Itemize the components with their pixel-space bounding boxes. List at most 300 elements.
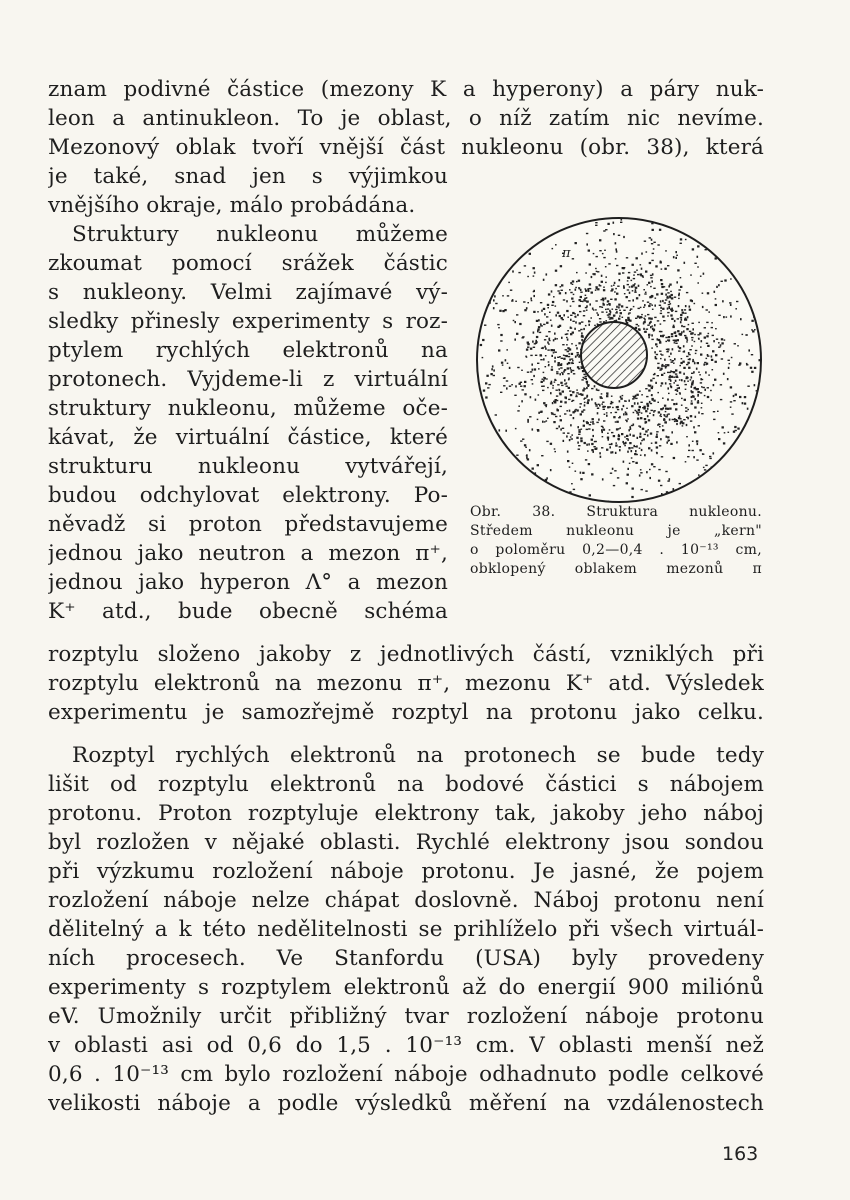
cloud-dot (685, 378, 687, 379)
cloud-dot (669, 375, 671, 376)
cloud-dot (546, 316, 548, 317)
cloud-dot (537, 311, 539, 312)
cloud-dot (660, 414, 662, 415)
cloud-dot (711, 355, 713, 357)
cloud-dot (583, 420, 585, 422)
cloud-dot (602, 406, 604, 408)
cloud-dot (595, 286, 597, 287)
cloud-dot (551, 325, 553, 327)
cloud-dot (581, 411, 583, 413)
cloud-dot (682, 361, 684, 363)
cloud-dot (509, 367, 511, 369)
cloud-dot (524, 381, 526, 383)
cloud-dot (750, 367, 752, 369)
cloud-dot (573, 373, 575, 374)
text-line: je také, snad jen s výjimkou (48, 164, 448, 189)
cloud-dot (545, 366, 547, 367)
cloud-dot (696, 368, 698, 370)
cloud-dot (607, 437, 609, 439)
cloud-dot (530, 355, 532, 356)
cloud-dot (617, 286, 619, 287)
cloud-dot (714, 291, 716, 293)
cloud-dot (698, 474, 700, 475)
cloud-dot (641, 268, 643, 270)
cloud-dot (530, 298, 532, 300)
cloud-dot (611, 285, 613, 286)
cloud-dot (598, 419, 600, 421)
cloud-dot (683, 373, 685, 375)
cloud-dot (618, 428, 620, 429)
cloud-dot (547, 341, 549, 343)
cloud-dot (615, 258, 617, 259)
cloud-dot (654, 317, 656, 318)
cloud-dot (587, 450, 589, 451)
cloud-dot (562, 391, 564, 393)
cloud-dot (608, 303, 610, 305)
cloud-dot (652, 273, 654, 275)
cloud-dot (560, 401, 562, 403)
cloud-dot (650, 296, 652, 298)
cloud-dot (557, 364, 559, 366)
cloud-dot (635, 450, 637, 452)
cloud-dot (655, 265, 657, 267)
cloud-dot (597, 412, 599, 414)
cloud-dot (484, 325, 486, 326)
cloud-dot (549, 312, 551, 313)
cloud-dot (501, 362, 503, 364)
cloud-dot (626, 257, 628, 258)
cloud-dot (527, 343, 529, 345)
cloud-dot (634, 402, 636, 403)
cloud-dot (661, 493, 663, 495)
cloud-dot (701, 413, 703, 414)
cloud-dot (625, 319, 627, 321)
cloud-dot (546, 322, 548, 324)
cloud-dot (628, 272, 630, 273)
cloud-dot (602, 307, 604, 308)
cloud-dot (671, 297, 673, 299)
cloud-dot (643, 318, 645, 319)
cloud-dot (617, 406, 619, 408)
cloud-dot (709, 458, 711, 459)
cloud-dot (654, 305, 656, 307)
cloud-dot (603, 304, 605, 306)
cloud-dot (593, 446, 595, 447)
cloud-dot (499, 429, 501, 431)
cloud-dot (702, 306, 704, 308)
cloud-dot (640, 426, 642, 428)
cloud-dot (671, 362, 673, 363)
cloud-dot (656, 434, 658, 436)
cloud-dot (605, 276, 607, 277)
cloud-dot (697, 394, 699, 395)
cloud-dot (670, 303, 672, 304)
cloud-dot (544, 346, 546, 348)
cloud-dot (554, 357, 556, 359)
cloud-dot (730, 401, 732, 402)
cloud-dot (572, 463, 574, 464)
cloud-dot (661, 283, 663, 285)
cloud-dot (591, 388, 593, 389)
text-line: 0,6 . 10⁻¹³ cm bylo rozložení náboje odhadnuto podle celkové (48, 1062, 764, 1087)
cloud-dot (665, 408, 667, 410)
cloud-dot (638, 285, 640, 287)
cloud-dot (563, 432, 565, 433)
cloud-dot (651, 339, 653, 340)
cloud-dot (652, 378, 654, 379)
cloud-dot (668, 440, 670, 441)
cloud-dot (713, 340, 715, 342)
cloud-dot (578, 330, 580, 331)
cloud-dot (531, 364, 533, 366)
cloud-dot (584, 442, 586, 444)
text-line: při výzkumu rozložení náboje protonu. Je jasné, že pojem (48, 859, 764, 884)
cloud-dot (675, 257, 677, 259)
cloud-dot (627, 451, 629, 453)
cloud-dot (561, 358, 563, 359)
cloud-dot (697, 256, 699, 258)
cloud-dot (707, 387, 709, 388)
cloud-dot (603, 287, 605, 288)
cloud-dot (552, 385, 554, 386)
cloud-dot (589, 283, 591, 285)
cloud-dot (517, 367, 519, 368)
cloud-dot (653, 414, 655, 416)
cloud-dot (551, 290, 553, 292)
cloud-dot (625, 420, 627, 421)
text-line: protonu. Proton rozptyluje elektrony tak, jakoby jeho náboj (48, 801, 764, 826)
cloud-dot (535, 355, 537, 356)
cloud-dot (568, 387, 570, 389)
cloud-dot (610, 412, 612, 413)
cloud-dot (657, 338, 659, 340)
cloud-dot (660, 368, 662, 370)
cloud-dot (655, 442, 657, 444)
cloud-dot (626, 482, 628, 484)
cloud-dot (605, 229, 607, 230)
cloud-dot (642, 275, 644, 277)
cloud-dot (570, 369, 572, 370)
text-line: velikosti náboje a podle výsledků měření na vzdálenostech (48, 1091, 764, 1116)
cloud-dot (681, 325, 683, 327)
cloud-dot (582, 389, 584, 391)
cloud-dot (686, 319, 688, 321)
cloud-dot (556, 373, 558, 374)
cloud-dot (633, 306, 635, 307)
cloud-dot (500, 392, 502, 393)
cloud-dot (520, 386, 522, 387)
cloud-dot (583, 388, 585, 389)
cloud-dot (583, 299, 585, 301)
cloud-dot (678, 289, 680, 290)
cloud-dot (646, 396, 648, 397)
cloud-dot (533, 295, 535, 297)
cloud-dot (624, 445, 626, 446)
cloud-dot (527, 302, 529, 303)
cloud-dot (557, 357, 559, 358)
cloud-dot (660, 279, 662, 281)
cloud-dot (599, 239, 601, 241)
cloud-dot (640, 472, 642, 473)
cloud-dot (686, 292, 688, 293)
cloud-dot (664, 268, 666, 270)
cloud-dot (730, 315, 732, 317)
cloud-dot (535, 343, 537, 344)
cloud-dot (660, 323, 662, 324)
cloud-dot (650, 403, 652, 404)
cloud-dot (627, 277, 629, 279)
cloud-dot (604, 414, 606, 415)
cloud-dot (649, 385, 651, 387)
cloud-dot (570, 333, 572, 335)
cloud-dot (703, 364, 705, 366)
cloud-dot (493, 369, 495, 371)
cloud-dot (633, 274, 635, 275)
cloud-dot (644, 454, 646, 456)
cloud-dot (676, 385, 678, 386)
cloud-dot (688, 324, 690, 325)
cloud-dot (577, 442, 579, 444)
cloud-dot (678, 305, 680, 307)
cloud-dot (680, 314, 682, 316)
cloud-dot (578, 280, 580, 282)
cloud-dot (491, 368, 493, 370)
cloud-dot (726, 316, 728, 317)
cloud-dot (578, 445, 580, 446)
cloud-dot (689, 349, 691, 350)
cloud-dot (677, 330, 679, 332)
cloud-dot (676, 281, 678, 283)
cloud-dot (715, 257, 717, 259)
cloud-dot (704, 395, 706, 396)
cloud-dot (694, 341, 696, 342)
cloud-dot (698, 322, 700, 323)
cloud-dot (708, 311, 710, 312)
cloud-dot (592, 451, 594, 453)
cloud-dot (680, 317, 682, 318)
cloud-dot (554, 379, 556, 381)
cloud-dot (669, 383, 671, 384)
cloud-dot (483, 390, 485, 392)
cloud-dot (675, 390, 677, 391)
cloud-dot (668, 336, 670, 338)
cloud-dot (616, 265, 618, 266)
cloud-dot (621, 218, 623, 220)
cloud-dot (591, 292, 593, 294)
cloud-dot (656, 354, 658, 355)
cloud-dot (553, 401, 555, 402)
cloud-dot (655, 298, 657, 299)
cloud-dot (667, 372, 669, 373)
cloud-dot (677, 318, 679, 319)
cloud-dot (667, 480, 669, 481)
cloud-dot (685, 239, 687, 240)
cloud-dot (600, 456, 602, 458)
cloud-dot (658, 411, 660, 413)
cloud-dot (684, 380, 686, 382)
cloud-dot (658, 424, 660, 425)
cloud-dot (647, 325, 649, 326)
cloud-dot (580, 403, 582, 404)
cloud-dot (587, 399, 589, 401)
cloud-dot (493, 375, 495, 376)
cloud-dot (671, 371, 673, 372)
cloud-dot (645, 388, 647, 389)
cloud-dot (680, 286, 682, 288)
cloud-dot (583, 328, 585, 330)
cloud-dot (672, 419, 674, 420)
cloud-dot (486, 375, 488, 377)
cloud-dot (592, 423, 594, 424)
cloud-dot (644, 293, 646, 294)
cloud-dot (694, 398, 696, 400)
cloud-dot (571, 371, 573, 373)
cloud-dot (642, 428, 644, 430)
cloud-dot (676, 403, 678, 405)
cloud-dot (716, 286, 718, 288)
text-line: dělitelný a k této nedělitelnosti se prihlíželo při všech virtuál- (48, 917, 764, 942)
cloud-dot (619, 446, 621, 447)
cloud-dot (662, 429, 664, 431)
cloud-dot (576, 389, 578, 390)
cloud-dot (560, 286, 562, 287)
cloud-dot (575, 289, 577, 291)
cloud-dot (530, 348, 532, 350)
cloud-dot (575, 396, 577, 397)
cloud-dot (556, 395, 558, 396)
cloud-dot (661, 382, 663, 384)
cloud-dot (584, 402, 586, 403)
cloud-dot (592, 308, 594, 310)
cloud-dot (568, 399, 570, 400)
cloud-dot (692, 380, 694, 381)
cloud-dot (751, 329, 753, 330)
cloud-dot (654, 373, 656, 375)
cloud-dot (566, 386, 568, 387)
cloud-dot (615, 421, 617, 422)
cloud-dot (574, 313, 576, 314)
cloud-dot (554, 451, 556, 452)
cloud-dot (606, 312, 608, 313)
cloud-dot (643, 438, 645, 440)
cloud-dot (664, 405, 666, 407)
cloud-dot (640, 442, 642, 444)
cloud-dot (675, 331, 677, 333)
cloud-dot (687, 456, 689, 457)
cloud-dot (695, 350, 697, 351)
cloud-dot (689, 331, 691, 332)
cloud-dot (660, 313, 662, 314)
cloud-dot (679, 393, 681, 395)
cloud-dot (651, 387, 653, 389)
cloud-dot (683, 345, 685, 347)
cloud-dot (707, 345, 709, 347)
cloud-dot (557, 400, 559, 401)
cloud-dot (683, 419, 685, 420)
cloud-dot (655, 382, 657, 384)
cloud-dot (711, 322, 713, 323)
text-line: zkoumat pomocí srážek částic (48, 251, 448, 276)
cloud-dot (613, 485, 615, 486)
cloud-dot (580, 296, 582, 298)
cloud-dot (629, 286, 631, 287)
cloud-dot (591, 276, 593, 278)
cloud-dot (541, 455, 543, 456)
cloud-dot (571, 401, 573, 402)
cloud-dot (542, 379, 544, 380)
cloud-dot (527, 372, 529, 373)
cloud-dot (601, 447, 603, 448)
text-line: lišit od rozptylu elektronů na bodové částici s nábojem (48, 772, 764, 797)
cloud-dot (736, 301, 738, 302)
cloud-dot (609, 444, 611, 445)
cloud-dot (525, 447, 527, 448)
cloud-dot (499, 310, 501, 312)
figure-caption-line: obklopený oblakem mezonů π (470, 561, 762, 577)
cloud-dot (538, 412, 540, 414)
cloud-dot (560, 406, 562, 407)
cloud-dot (668, 339, 670, 341)
cloud-dot (700, 346, 702, 347)
cloud-dot (680, 422, 682, 424)
cloud-dot (532, 468, 534, 470)
cloud-dot (673, 256, 675, 258)
cloud-dot (724, 339, 726, 340)
cloud-dot (564, 369, 566, 371)
cloud-dot (599, 321, 601, 322)
cloud-dot (686, 328, 688, 330)
cloud-dot (667, 364, 669, 366)
cloud-dot (651, 239, 653, 241)
cloud-dot (683, 326, 685, 327)
cloud-dot (608, 263, 610, 264)
cloud-dot (680, 277, 682, 278)
cloud-dot (616, 421, 618, 423)
cloud-dot (659, 426, 661, 427)
cloud-dot (669, 372, 671, 373)
cloud-dot (645, 422, 647, 424)
cloud-dot (597, 288, 599, 290)
cloud-dot (493, 299, 495, 301)
cloud-dot (671, 386, 673, 388)
cloud-dot (498, 349, 500, 351)
cloud-dot (492, 365, 494, 367)
cloud-dot (636, 257, 638, 259)
cloud-dot (526, 307, 528, 309)
cloud-dot (526, 349, 528, 351)
cloud-dot (595, 290, 597, 291)
cloud-dot (647, 415, 649, 417)
cloud-dot (540, 359, 542, 360)
cloud-dot (705, 371, 707, 373)
cloud-dot (658, 480, 660, 482)
cloud-dot (620, 398, 622, 400)
cloud-dot (706, 309, 708, 310)
cloud-dot (670, 359, 672, 360)
cloud-dot (730, 386, 732, 388)
cloud-dot (519, 383, 521, 385)
cloud-dot (697, 282, 699, 283)
cloud-dot (552, 248, 554, 249)
cloud-dot (559, 325, 561, 327)
cloud-dot (533, 290, 535, 292)
cloud-dot (553, 352, 555, 353)
figure-caption-line: Obr. 38. Struktura nukleonu. (470, 504, 762, 520)
cloud-dot (522, 389, 524, 390)
cloud-dot (582, 336, 584, 337)
cloud-dot (667, 414, 669, 416)
cloud-dot (681, 398, 683, 399)
